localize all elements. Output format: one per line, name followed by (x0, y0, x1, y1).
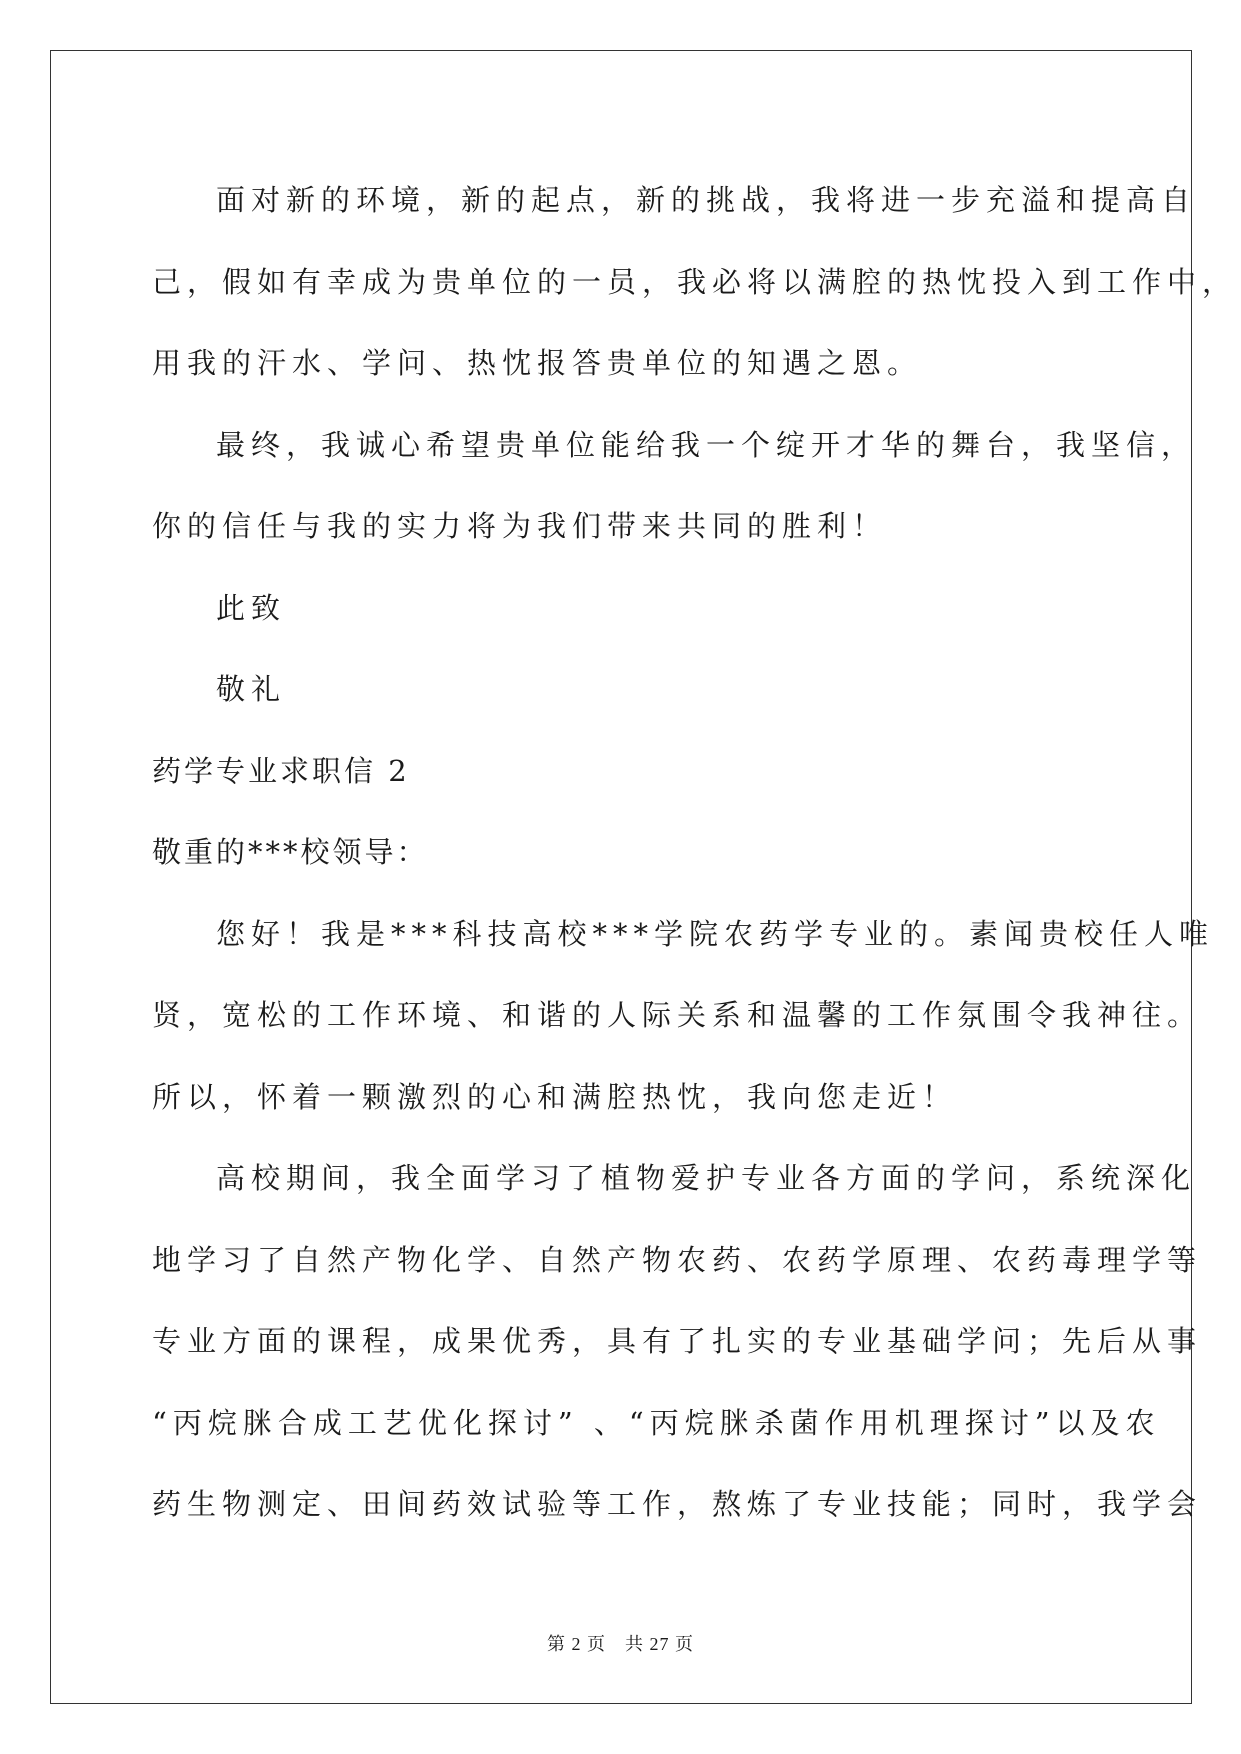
paragraph-line: 你的信任与我的实力将为我们带来共同的胜利！ (152, 509, 888, 543)
paragraph-line: 所以，怀着一颗激烈的心和满腔热忱，我向您走近！ (152, 1079, 958, 1114)
closing-regards: 敬礼 (216, 672, 287, 706)
paragraph-line: “丙烷脒合成工艺优化探讨” 、“丙烷脒杀菌作用机理探讨”以及农 (152, 1405, 1161, 1440)
paragraph-line: 地学习了自然产物化学、自然产物农药、农药学原理、农药毒理学等 (152, 1242, 1203, 1277)
paragraph-line: 您好！我是***科技高校***学院农药学专业的。素闻贵校任人唯 (216, 916, 1215, 951)
paragraph-line: 药生物测定、田间药效试验等工作，熬炼了专业技能；同时，我学会 (152, 1487, 1203, 1521)
paragraph-line: 最终，我诚心希望贵单位能给我一个绽开才华的舞台，我坚信， (216, 427, 1197, 462)
letter-greeting: 敬重的***校领导： (152, 835, 429, 869)
paragraph-line: 己，假如有幸成为贵单位的一员，我必将以满腔的热忱投入到工作中， (152, 264, 1238, 299)
paragraph-line: 贤，宽松的工作环境、和谐的人际关系和温馨的工作氛围令我神往。 (152, 998, 1203, 1032)
paragraph-line: 面对新的环境，新的起点，新的挑战，我将进一步充溢和提高自 (216, 183, 1197, 217)
page-number-footer: 第 2 页 共 27 页 (547, 1634, 694, 1654)
closing-salutation: 此致 (216, 590, 287, 625)
section-title: 药学专业求职信 2 (152, 753, 410, 788)
paragraph-line: 专业方面的课程，成果优秀，具有了扎实的专业基础学问；先后从事 (152, 1324, 1203, 1358)
paragraph-line: 高校期间，我全面学习了植物爱护专业各方面的学问，系统深化 (216, 1161, 1197, 1195)
paragraph-line: 用我的汗水、学问、热忱报答贵单位的知遇之恩。 (152, 346, 923, 380)
document-body (152, 160, 1238, 1546)
